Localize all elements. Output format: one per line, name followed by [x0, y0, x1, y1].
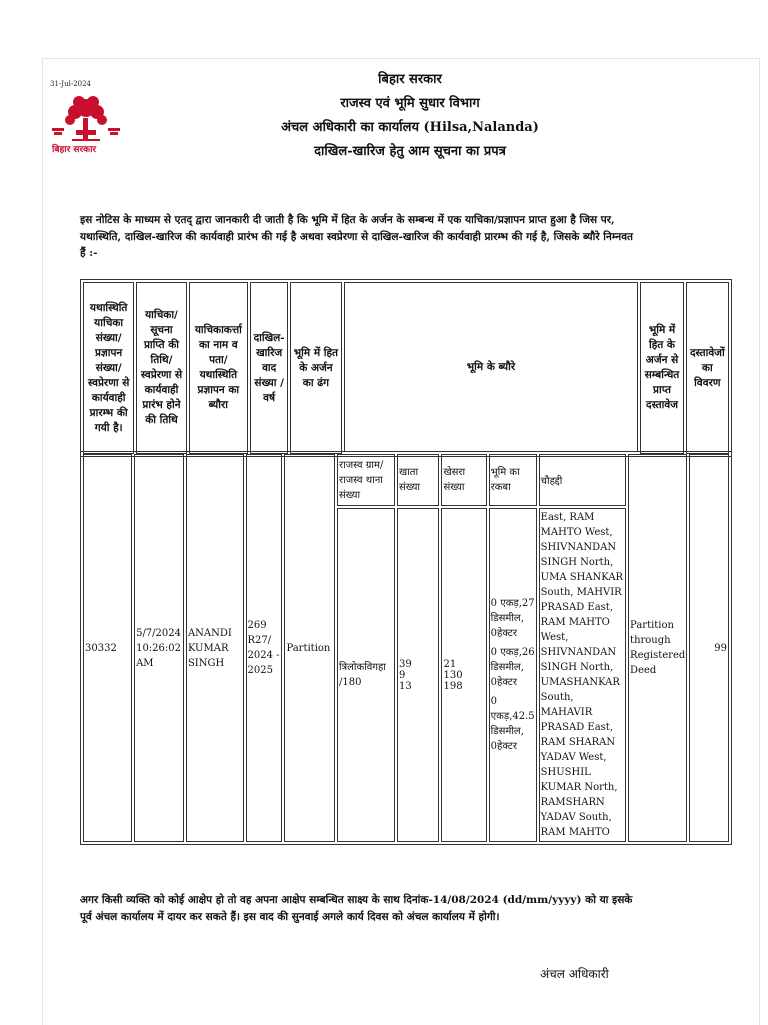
subheader-khesra: खेसरा संख्या — [441, 454, 486, 506]
khata-value: 39 — [399, 658, 412, 670]
table-header-row — [83, 282, 729, 452]
subheader-khata: खाता संख्या — [397, 454, 439, 506]
col-header-case-no: दाखिल-खारिज वाद संख्या / वर्ष — [250, 282, 288, 454]
cell-khesra — [441, 508, 486, 842]
cell-doc-detail: 99 — [689, 454, 729, 842]
col-header-land-details: भूमि के ब्यौरे — [344, 282, 639, 452]
document-header — [130, 68, 690, 164]
cell-document: Partition through Registered Deed — [628, 454, 687, 842]
cell-area — [489, 508, 537, 842]
col-header-applicant: याचिकाकर्त्ता का नाम व पता/ यथास्थिति प्रज्ञापन का ब्यौरा — [189, 282, 248, 454]
col-header-document: भूमि में हित के अर्जन से सम्बन्धित प्राप्त दस्तावेज — [640, 282, 683, 454]
cell-case-no: 269 R27/ 2024 - 2025 — [246, 454, 283, 842]
objection-notice: अगर किसी व्यक्ति को कोई आक्षेप हो तो वह अपना आक्षेप सम्बन्धित साक्ष्य के साथ दिनांक-14/08/2024 (dd/mm/yyyy) को या इसके पूर्व अंचल कार्यालय में दायर कर सकते हैं। इस वाद की सुनवाई अगले कार्य दिवस को अंचल कार्यालय में होगी। — [80, 894, 633, 923]
cell-mode: Partition — [284, 454, 335, 842]
subheader-village: राजस्व ग्राम/ राजस्व थाना संख्या — [337, 454, 395, 506]
khata-value: 9 — [399, 669, 406, 681]
area-value: 0 एकड़,42.5 डिसमील, 0हेक्टर — [490, 696, 535, 752]
khesra-value: 130 — [443, 669, 463, 681]
header-line-department: राजस्व एवं भूमि सुधार विभाग — [340, 96, 480, 111]
print-date: 31-Jul-2024 — [50, 80, 92, 88]
cell-date: 5/7/2024 10:26:02 AM — [134, 454, 184, 842]
col-header-petition-no: यथास्थिति याचिका संख्या/ प्रज्ञापन संख्या/ स्वप्रेरणा से कार्यवाही प्रारम्भ की गयी है। — [83, 282, 134, 454]
cell-petition-no: 30332 — [83, 454, 132, 842]
header-line-form-title: दाखिल-खारिज हेतु आम सूचना का प्रपत्र — [314, 144, 506, 159]
mutation-notice-table — [80, 279, 732, 457]
mutation-data-table — [80, 451, 732, 845]
col-header-date: याचिका/ सूचना प्राप्ति की तिथि/ स्वप्रेरणा से कार्यवाही प्रारंभ होने की तिथि — [136, 282, 186, 454]
khata-value: 13 — [399, 680, 412, 692]
subheader-boundary: चौहद्दी — [539, 454, 626, 506]
khesra-value: 198 — [443, 680, 463, 692]
cell-village: त्रिलोकविगहा /180 — [337, 508, 395, 842]
intro-paragraph: इस नोटिस के माध्यम से एतद् द्वारा जानकारी दी जाती है कि भूमि में हित के अर्जन के सम्बन्ध में एक याचिका/प्रज्ञापन प्राप्त हुआ है जिस पर, यथास्थिति, दाखिल-खारिज की कार्यवाही प्रारंभ की गई है अथवा स्वप्रेरणा से दाखिल-खारिज की कार्यवाही प्रारम्भ की गई है, जिसके ब्यौरे निम्नवत हैं :- — [80, 214, 634, 259]
cell-boundary: East, RAM MAHTO West, SHIVNANDAN SINGH North, UMA SHANKAR South, MAHVIR PRASAD East, RAM MAHTO West, SHIVNANDAN SINGH North, UMASHANKAR South, MAHAVIR PRASAD East, RAM SHARAN YADAV West, SHUSHIL KUMAR North, RAMSHARN YADAV South, RAM MAHTO — [539, 508, 626, 842]
header-line-government: बिहार सरकार — [378, 72, 442, 87]
header-line-office: अंचल अधिकारी का कार्यालय (Hilsa,Nalanda) — [281, 120, 539, 135]
area-value: 0 एकड़,27 डिसमील, 0हेक्टर — [490, 598, 535, 639]
khesra-value: 21 — [443, 658, 457, 670]
cell-khata — [397, 508, 439, 842]
area-value: 0 एकड़,26 डिसमील, 0हेक्टर — [490, 647, 535, 688]
cell-applicant: ANANDI KUMAR SINGH — [186, 454, 244, 842]
col-header-mode: भूमि में हित के अर्जन का ढंग — [290, 282, 341, 454]
subheader-area: भूमि का रकबा — [489, 454, 537, 506]
logo-caption: बिहार सरकार — [52, 145, 97, 155]
land-subheader-row — [83, 454, 729, 506]
col-header-doc-detail: दस्तावेजों का विवरण — [686, 282, 729, 454]
signature-designation: अंचल अधिकारी — [540, 967, 609, 981]
